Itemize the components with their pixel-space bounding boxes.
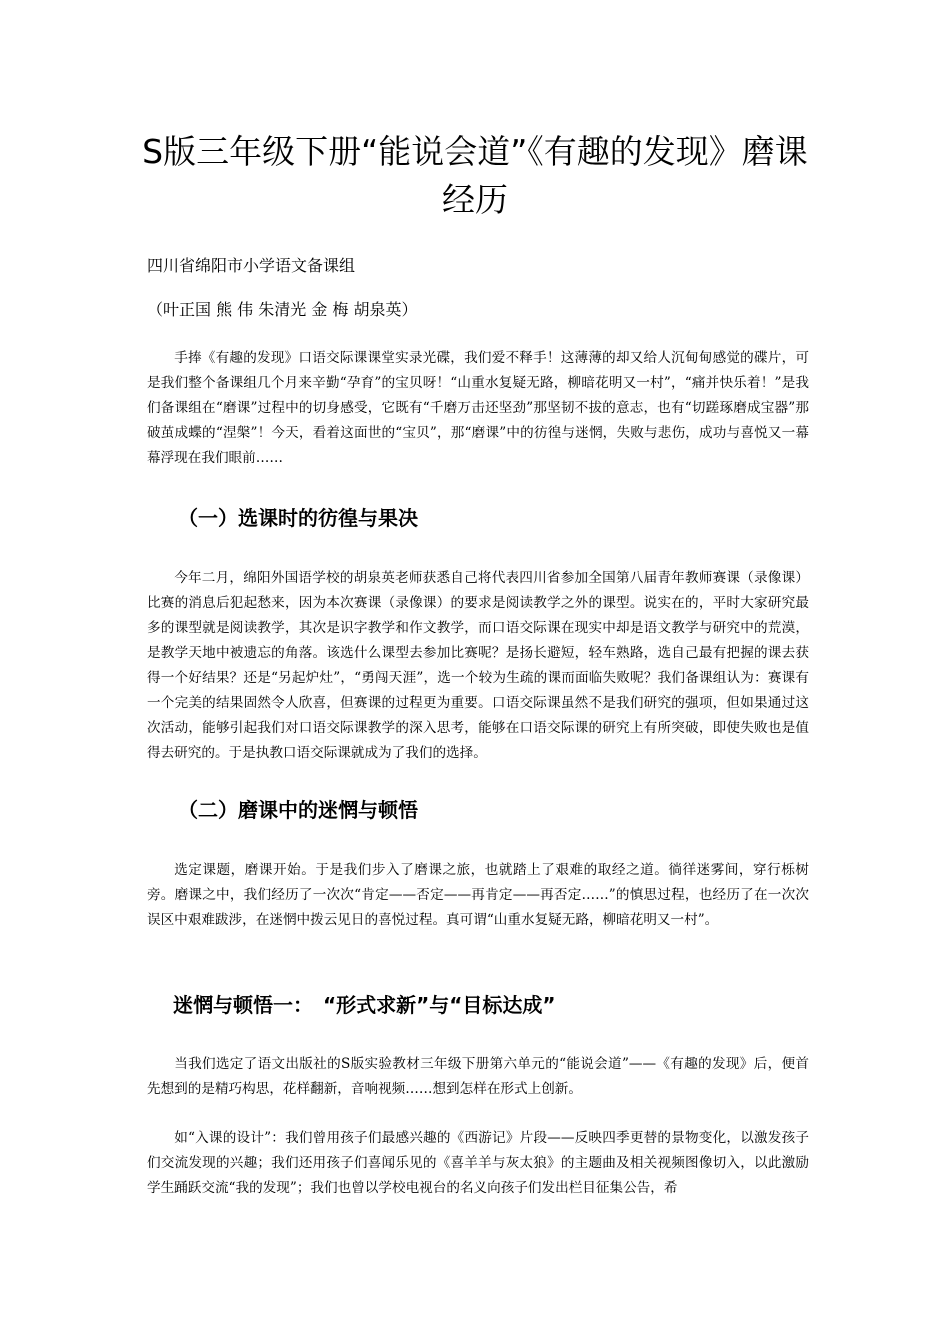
section-1-paragraph: 今年二月，绵阳外国语学校的胡泉英老师获悉自己将代表四川省参加全国第八届青年教师赛课（录像课）比赛的消息后犯起愁来，因为本次赛课（录像课）的要求是阅读教学之外的课型。说实在的，平时大家研究最多的课型就是阅读教学，其次是识字教学和作文教学，而口语交际课在现实中却是语文教学与研究中的荒漠，是教学天地中被遗忘的角落。该选什么课型去参加比赛呢？是扬长避短，轻车熟路，选自己最有把握的课去获得一个好结果？还是“另起炉灶”，“勇闯天涯”，选一个较为生疏的课而面临失败呢？我们备课组认为：赛课有一个完美的结果固然令人欣喜，但赛课的过程更为重要。口语交际课虽然不是我们研究的强项，但如果通过这次活动，能够引起我们对口语交际课教学的深入思考，能够在口语交际课的研究上有所突破，即使失败也是值得去研究的。于是执教口语交际课就成为了我们的选择。 — [147, 570, 809, 761]
section-heading-2: （二）磨课中的迷惘与顿悟 — [178, 798, 418, 822]
section-3-paragraph-2: 如“入课的设计”：我们曾用孩子们最感兴趣的《西游记》片段——反映四季更替的景物变化，以激发孩子们交流发现的兴趣；我们还用孩子们喜闻乐见的《喜羊羊与灰太狼》的主题曲及相关视频图像切入，以此激励学生踊跃交流“我的发现”；我们也曾以学校电视台的名义向孩子们发出栏目征集公告，希 — [147, 1130, 809, 1196]
document-title: S版三年级下册“能说会道”《有趣的发现》磨课经历 — [142, 132, 808, 219]
author-list: （叶正国 熊 伟 朱清光 金 梅 胡泉英） — [147, 300, 418, 319]
section-heading-1: （一）选课时的彷徨与果决 — [178, 506, 418, 530]
intro-paragraph: 手捧《有趣的发现》口语交际课课堂实录光碟，我们爱不释手！这薄薄的却又给人沉甸甸感觉的碟片，可是我们整个备课组几个月来辛勤“孕育”的宝贝呀！“山重水复疑无路，柳暗花明又一村”，“痛并快乐着！”是我们备课组在“磨课”过程中的切身感受，它既有“千磨万击还坚劲”那坚韧不拔的意志，也有“切蹉琢磨成宝器”那破茧成蝶的“涅槃”！今天，看着这面世的“宝贝”，那“磨课”中的彷徨与迷惘，失败与悲伤，成功与喜悦又一幕幕浮现在我们眼前…… — [147, 350, 809, 466]
section-2-paragraph: 选定课题，磨课开始。于是我们步入了磨课之旅，也就踏上了艰难的取经之道。徜徉迷雾间，穿行栎树旁。磨课之中，我们经历了一次次“肯定——否定——再肯定——再否定……”的慎思过程，也经历了在一次次误区中艰难跋涉，在迷惘中拨云见日的喜悦过程。真可谓“山重水复疑无路，柳暗花明又一村”。 — [147, 862, 809, 928]
section-heading-3: 迷惘与顿悟一： “形式求新”与“目标达成” — [173, 993, 556, 1017]
section-3-paragraph-1: 当我们选定了语文出版社的S版实验教材三年级下册第六单元的“能说会道”——《有趣的发现》后，便首先想到的是精巧构思，花样翻新，音响视频……想到怎样在形式上创新。 — [147, 1056, 809, 1097]
author-group: 四川省绵阳市小学语文备课组 — [147, 256, 356, 275]
